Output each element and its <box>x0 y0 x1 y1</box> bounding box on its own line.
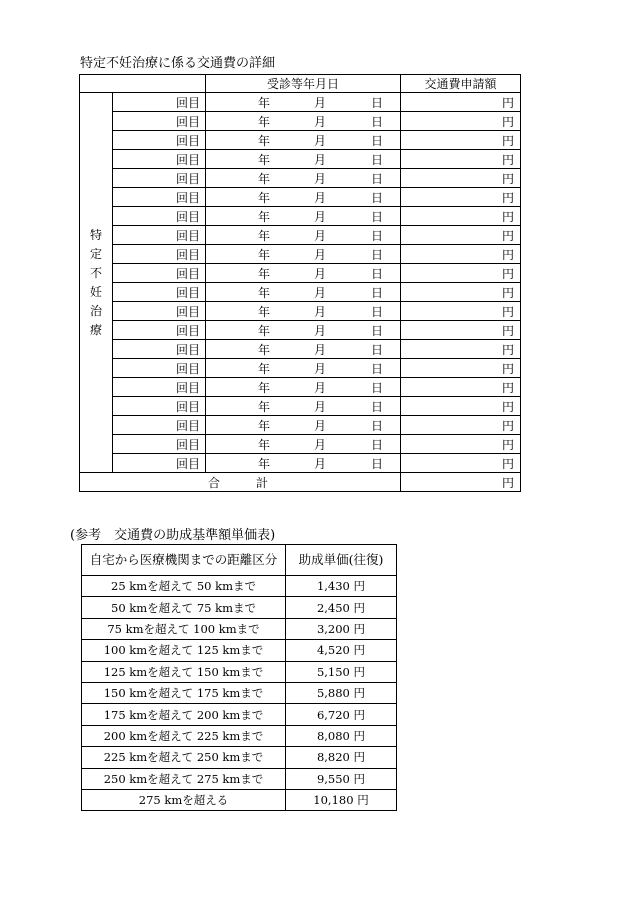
visit-date-cell <box>206 378 401 397</box>
visit-count-cell <box>113 207 206 226</box>
amount-cell <box>401 226 521 245</box>
detail-row <box>80 226 521 245</box>
detail-row <box>80 245 521 264</box>
reference-header-price: 助成単価(往復) <box>286 545 397 576</box>
visit-count-cell <box>113 321 206 340</box>
distance-range-cell: 275 kmを超える <box>82 789 286 810</box>
visit-count-cell <box>113 264 206 283</box>
yen-label: 円 <box>501 171 514 186</box>
amount-cell <box>401 112 521 131</box>
amount-cell <box>401 188 521 207</box>
visit-count-cell <box>113 93 206 112</box>
side-label-char: 療 <box>89 322 102 337</box>
visit-date-cell <box>206 321 401 340</box>
visit-count-cell <box>113 188 206 207</box>
unit-price-cell: 9,550 円 <box>286 768 397 789</box>
reference-row <box>82 768 397 789</box>
unit-price-cell: 1,430 円 <box>286 576 397 597</box>
detail-row <box>80 397 521 416</box>
distance-range-cell: 175 kmを超えて 200 kmまで <box>82 704 286 725</box>
day-label: 日 <box>371 191 384 205</box>
month-label: 月 <box>314 305 327 319</box>
yen-label: 円 <box>501 228 514 243</box>
visit-count-label: 回目 <box>175 171 200 186</box>
side-label-char: 不 <box>89 265 102 280</box>
yen-label: 円 <box>501 399 514 414</box>
visit-count-cell <box>113 150 206 169</box>
unit-price-cell: 6,720 円 <box>286 704 397 725</box>
visit-date-cell <box>206 226 401 245</box>
reference-header-distance: 自宅から医療機関までの距離区分 <box>82 545 286 576</box>
detail-header-date: 受診等年月日 <box>206 75 401 93</box>
reference-row <box>82 682 397 703</box>
year-label: 年 <box>258 267 271 281</box>
day-label: 日 <box>371 134 384 148</box>
month-label: 月 <box>314 115 327 129</box>
amount-cell <box>401 245 521 264</box>
year-label: 年 <box>258 324 271 338</box>
reference-table-title: (参考 交通費の助成基準額単価表) <box>70 528 276 543</box>
month-label: 月 <box>314 286 327 300</box>
detail-row <box>80 321 521 340</box>
detail-row <box>80 112 521 131</box>
visit-count-cell <box>113 169 206 188</box>
side-label-char: 特 <box>89 227 102 242</box>
year-label: 年 <box>258 305 271 319</box>
visit-count-label: 回目 <box>175 228 200 243</box>
month-label: 月 <box>314 191 327 205</box>
amount-cell <box>401 283 521 302</box>
side-label-char: 治 <box>89 303 102 318</box>
visit-date-cell <box>206 93 401 112</box>
visit-date-cell <box>206 397 401 416</box>
month-label: 月 <box>314 400 327 414</box>
visit-count-cell <box>113 226 206 245</box>
visit-count-label: 回目 <box>175 361 200 376</box>
yen-label: 円 <box>501 342 514 357</box>
detail-row <box>80 169 521 188</box>
visit-count-label: 回目 <box>175 285 200 300</box>
unit-price-cell: 8,080 円 <box>286 725 397 746</box>
detail-row <box>80 131 521 150</box>
reference-header-row <box>82 545 397 576</box>
yen-label: 円 <box>501 266 514 281</box>
visit-date-cell <box>206 454 401 473</box>
yen-label: 円 <box>501 323 514 338</box>
visit-count-label: 回目 <box>175 418 200 433</box>
reference-row <box>82 789 397 810</box>
year-label: 年 <box>258 96 271 110</box>
yen-label: 円 <box>501 190 514 205</box>
distance-range-cell: 150 kmを超えて 175 kmまで <box>82 682 286 703</box>
visit-count-label: 回目 <box>175 437 200 452</box>
yen-label: 円 <box>501 133 514 148</box>
amount-cell <box>401 359 521 378</box>
year-label: 年 <box>258 153 271 167</box>
reference-row <box>82 661 397 682</box>
distance-range-cell: 200 kmを超えて 225 kmまで <box>82 725 286 746</box>
visit-date-cell <box>206 435 401 454</box>
month-label: 月 <box>314 343 327 357</box>
visit-count-label: 回目 <box>175 209 200 224</box>
month-label: 月 <box>314 96 327 110</box>
reference-row <box>82 725 397 746</box>
detail-row <box>80 378 521 397</box>
visit-date-cell <box>206 188 401 207</box>
year-label: 年 <box>258 172 271 186</box>
day-label: 日 <box>371 419 384 433</box>
month-label: 月 <box>314 153 327 167</box>
month-label: 月 <box>314 267 327 281</box>
detail-table-title: 特定不妊治療に係る交通費の詳細 <box>80 56 276 71</box>
visit-date-cell <box>206 150 401 169</box>
unit-price-cell: 4,520 円 <box>286 640 397 661</box>
detail-header-amount: 交通費申請額 <box>401 75 521 93</box>
month-label: 月 <box>314 362 327 376</box>
visit-count-label: 回目 <box>175 133 200 148</box>
day-label: 日 <box>371 96 384 110</box>
detail-row <box>80 93 521 112</box>
visit-count-cell <box>113 302 206 321</box>
amount-cell <box>401 207 521 226</box>
day-label: 日 <box>371 343 384 357</box>
day-label: 日 <box>371 172 384 186</box>
visit-date-cell <box>206 283 401 302</box>
unit-price-cell: 5,880 円 <box>286 682 397 703</box>
detail-row <box>80 264 521 283</box>
detail-row <box>80 150 521 169</box>
amount-cell <box>401 454 521 473</box>
visit-date-cell <box>206 416 401 435</box>
month-label: 月 <box>314 248 327 262</box>
day-label: 日 <box>371 457 384 471</box>
transport-cost-detail-table <box>79 74 521 492</box>
visit-count-label: 回目 <box>175 266 200 281</box>
detail-header-row <box>80 75 521 93</box>
visit-count-cell <box>113 416 206 435</box>
amount-cell <box>401 150 521 169</box>
yen-label: 円 <box>501 361 514 376</box>
visit-date-cell <box>206 340 401 359</box>
visit-count-label: 回目 <box>175 247 200 262</box>
month-label: 月 <box>314 172 327 186</box>
visit-count-label: 回目 <box>175 399 200 414</box>
year-label: 年 <box>258 457 271 471</box>
visit-count-cell <box>113 454 206 473</box>
visit-count-cell <box>113 378 206 397</box>
day-label: 日 <box>371 324 384 338</box>
visit-count-label: 回目 <box>175 95 200 110</box>
year-label: 年 <box>258 191 271 205</box>
yen-label: 円 <box>501 437 514 452</box>
year-label: 年 <box>258 134 271 148</box>
year-label: 年 <box>258 286 271 300</box>
yen-label: 円 <box>501 247 514 262</box>
visit-count-label: 回目 <box>175 342 200 357</box>
amount-cell <box>401 378 521 397</box>
unit-price-cell: 3,200 円 <box>286 618 397 639</box>
visit-date-cell <box>206 264 401 283</box>
distance-range-cell: 225 kmを超えて 250 kmまで <box>82 747 286 768</box>
day-label: 日 <box>371 362 384 376</box>
reference-row <box>82 597 397 618</box>
reference-row <box>82 704 397 725</box>
distance-range-cell: 50 kmを超えて 75 kmまで <box>82 597 286 618</box>
detail-row <box>80 283 521 302</box>
visit-count-cell <box>113 112 206 131</box>
visit-count-label: 回目 <box>175 152 200 167</box>
detail-row <box>80 188 521 207</box>
day-label: 日 <box>371 248 384 262</box>
total-row <box>80 473 521 492</box>
unit-price-cell: 5,150 円 <box>286 661 397 682</box>
reference-unit-price-table <box>81 544 397 811</box>
year-label: 年 <box>258 210 271 224</box>
visit-date-cell <box>206 359 401 378</box>
detail-row <box>80 359 521 378</box>
visit-count-label: 回目 <box>175 380 200 395</box>
side-label-char: 妊 <box>89 284 102 299</box>
day-label: 日 <box>371 229 384 243</box>
visit-date-cell <box>206 169 401 188</box>
month-label: 月 <box>314 210 327 224</box>
year-label: 年 <box>258 362 271 376</box>
amount-cell <box>401 321 521 340</box>
amount-cell <box>401 169 521 188</box>
day-label: 日 <box>371 400 384 414</box>
visit-count-cell <box>113 397 206 416</box>
yen-label: 円 <box>501 418 514 433</box>
distance-range-cell: 25 kmを超えて 50 kmまで <box>82 576 286 597</box>
visit-count-cell <box>113 131 206 150</box>
distance-range-cell: 250 kmを超えて 275 kmまで <box>82 768 286 789</box>
amount-cell <box>401 397 521 416</box>
visit-date-cell <box>206 112 401 131</box>
yen-label: 円 <box>501 95 514 110</box>
year-label: 年 <box>258 438 271 452</box>
year-label: 年 <box>258 248 271 262</box>
detail-row <box>80 302 521 321</box>
year-label: 年 <box>258 229 271 243</box>
reference-row <box>82 576 397 597</box>
day-label: 日 <box>371 286 384 300</box>
amount-cell <box>401 435 521 454</box>
yen-label: 円 <box>501 285 514 300</box>
detail-row <box>80 435 521 454</box>
reference-row <box>82 747 397 768</box>
year-label: 年 <box>258 381 271 395</box>
visit-count-label: 回目 <box>175 190 200 205</box>
unit-price-cell: 8,820 円 <box>286 747 397 768</box>
visit-count-label: 回目 <box>175 323 200 338</box>
side-label-char: 定 <box>89 246 102 261</box>
month-label: 月 <box>314 457 327 471</box>
day-label: 日 <box>371 267 384 281</box>
year-label: 年 <box>258 343 271 357</box>
visit-date-cell <box>206 131 401 150</box>
yen-label: 円 <box>501 380 514 395</box>
yen-label: 円 <box>501 152 514 167</box>
detail-row <box>80 454 521 473</box>
amount-cell <box>401 264 521 283</box>
detail-row <box>80 207 521 226</box>
total-yen: 円 <box>401 473 521 492</box>
visit-date-cell <box>206 245 401 264</box>
month-label: 月 <box>314 419 327 433</box>
yen-label: 円 <box>501 209 514 224</box>
yen-label: 円 <box>501 456 514 471</box>
amount-cell <box>401 340 521 359</box>
detail-row <box>80 340 521 359</box>
year-label: 年 <box>258 400 271 414</box>
distance-range-cell: 125 kmを超えて 150 kmまで <box>82 661 286 682</box>
amount-cell <box>401 93 521 112</box>
reference-row <box>82 618 397 639</box>
visit-count-label: 回目 <box>175 304 200 319</box>
visit-date-cell <box>206 207 401 226</box>
amount-cell <box>401 302 521 321</box>
month-label: 月 <box>314 324 327 338</box>
yen-label: 円 <box>501 304 514 319</box>
unit-price-cell: 2,450 円 <box>286 597 397 618</box>
day-label: 日 <box>371 153 384 167</box>
visit-count-cell <box>113 283 206 302</box>
amount-cell <box>401 131 521 150</box>
month-label: 月 <box>314 438 327 452</box>
yen-label: 円 <box>501 114 514 129</box>
day-label: 日 <box>371 305 384 319</box>
distance-range-cell: 75 kmを超えて 100 kmまで <box>82 618 286 639</box>
day-label: 日 <box>371 438 384 452</box>
total-label: 合 計 <box>80 473 401 492</box>
treatment-side-label <box>80 93 113 473</box>
visit-count-cell <box>113 435 206 454</box>
year-label: 年 <box>258 419 271 433</box>
day-label: 日 <box>371 115 384 129</box>
distance-range-cell: 100 kmを超えて 125 kmまで <box>82 640 286 661</box>
visit-count-label: 回目 <box>175 456 200 471</box>
amount-cell <box>401 416 521 435</box>
month-label: 月 <box>314 229 327 243</box>
month-label: 月 <box>314 134 327 148</box>
detail-header-blank <box>80 75 206 93</box>
visit-date-cell <box>206 302 401 321</box>
visit-count-cell <box>113 245 206 264</box>
visit-count-cell <box>113 359 206 378</box>
unit-price-cell: 10,180 円 <box>286 789 397 810</box>
visit-count-label: 回目 <box>175 114 200 129</box>
reference-row <box>82 640 397 661</box>
day-label: 日 <box>371 381 384 395</box>
month-label: 月 <box>314 381 327 395</box>
year-label: 年 <box>258 115 271 129</box>
detail-row <box>80 416 521 435</box>
visit-count-cell <box>113 340 206 359</box>
day-label: 日 <box>371 210 384 224</box>
